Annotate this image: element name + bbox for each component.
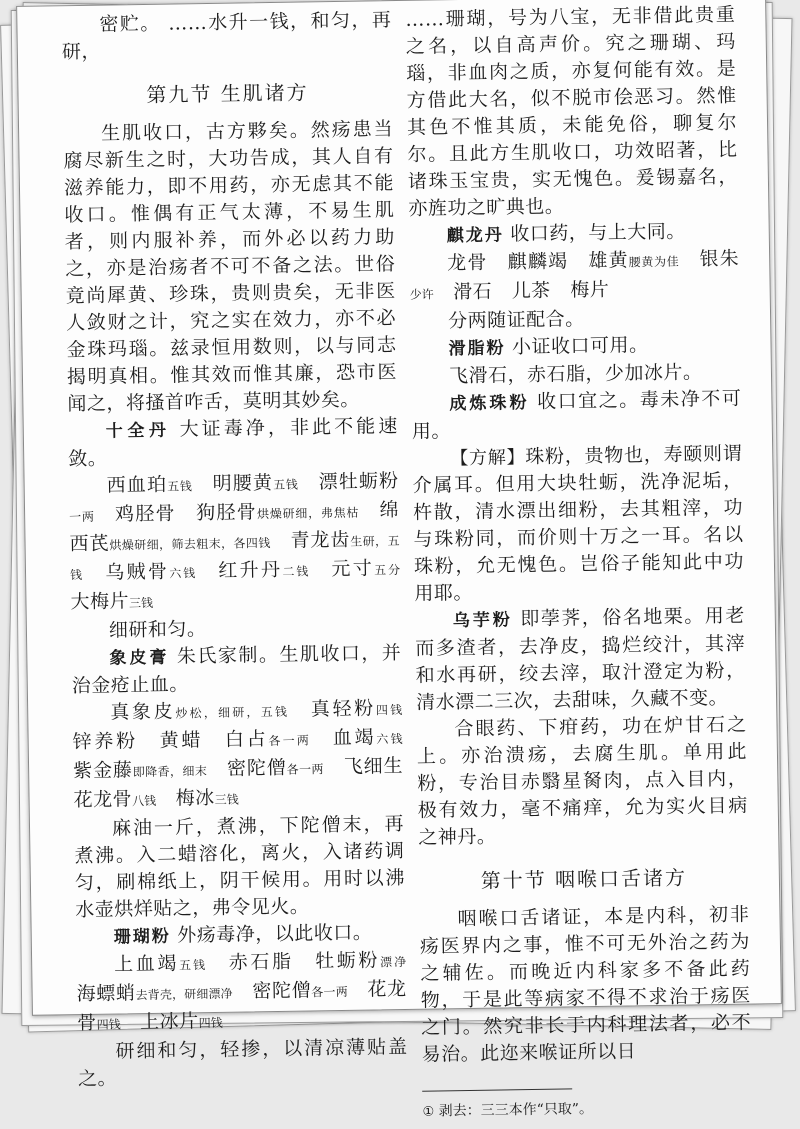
formula-desc: 即荸荠，俗名地栗。用老而多渣者，去净皮，捣烂绞汁，其滓和水再研，绞去滓，取汁澄定为粉，清水漂二三次，去甜味，久藏不变。 (415, 604, 746, 714)
top-paragraph: ……珊瑚，号为八宝，无非借此贵重之名，以自高声价。究之珊瑚、玛瑙，非血肉之质，亦复何能有效。是方借此大名，似不脱市侩恶习。然惟其色不惟其质，未能免俗，聊复尔尔。且此方生肌收口，功效昭著，比诸珠玉宝贵，实无愧色。爰锡嘉名，亦旌功之旷典也。 (405, 3, 739, 220)
ingredient-dose: 五钱 (178, 958, 208, 973)
formula-ingredients (409, 246, 740, 309)
ingredient-name: 血竭 (332, 726, 377, 750)
ingredient-dose: 三钱 (128, 595, 154, 611)
formula-desc: 收口宜之。毒未净不可用。 (411, 387, 742, 443)
ingredient-name: 乌贼骨 (105, 560, 170, 584)
ingredient-name: 梅片 (570, 278, 610, 302)
ingredient-dose: 烘燥研细，筛去粗末，各四钱 (109, 536, 271, 553)
ingredient-name: 密陀僧 (226, 756, 287, 780)
ingredient-dose: 各一两 (311, 984, 348, 1000)
ingredient-name: 牡蛎粉 (315, 949, 381, 973)
ingredient-name: 银朱 (699, 247, 740, 271)
ingredient-name: 真象皮 (110, 700, 176, 724)
ingredient-dose: 各一两 (286, 762, 325, 777)
formula-name: 滑脂粉 (448, 338, 506, 360)
ingredient-name: 青龙齿 (290, 528, 351, 552)
ingredient-dose: 即降香，细末 (132, 764, 208, 780)
ingredient-dose: 二钱 (282, 564, 311, 579)
ingredient-name: 绵西芪 (69, 499, 400, 556)
formula-zhenzhu (411, 386, 742, 446)
ingredient-name: 西血珀 (106, 473, 168, 497)
ingredient-name: 锌养粉 (72, 730, 139, 754)
ingredient-name: 漂牡蛎粉 (318, 470, 399, 494)
ingredient-dose: 漂净 (379, 954, 407, 970)
ingredient-dose: 腰黄为佳 (628, 254, 680, 270)
ingredient-name: 白占 (224, 728, 269, 751)
section-10-intro: 咽喉口舌诸证，本是内科，初非疡医界内之事，惟不可无外治之药为之辅佐。而晚近内科家多不备此药物，于是此等病家不得不求治于疡医之门。然究非长于内科理法者，必不易治。此迩来喉证所以日 (419, 903, 752, 1066)
ingredient-name: 鸡胫骨 (114, 502, 177, 526)
formula-method: 分两随证配合。 (447, 308, 585, 333)
ingredient-name: 真轻粉 (310, 697, 377, 721)
ingredient-dose: 六钱 (169, 566, 198, 581)
ingredient-name: 黄蜡 (159, 729, 204, 752)
formula-method: 研细和匀，轻掺，以清凉薄贴盖之。 (77, 1035, 408, 1091)
ingredient-name: 滑石 (453, 280, 493, 304)
formula-xiangpi (71, 640, 402, 700)
right-column (405, 2, 752, 1123)
ingredient-dose: 各一两 (268, 733, 312, 749)
formula-desc: 小证收口可用。 (511, 334, 649, 359)
footnote (422, 1097, 752, 1123)
section-9-title: 第九节 生肌诸方 (146, 80, 309, 107)
formula-ingredients (68, 468, 400, 618)
ingredient-name: 密陀僧 (252, 979, 312, 1003)
ingredient-dose: 四钱 (198, 1015, 223, 1031)
formula-name: 十全丹 (105, 420, 171, 442)
ingredient-dose: 四钱 (96, 1017, 121, 1032)
formula-name: 成炼珠粉 (449, 392, 530, 415)
ingredient-name: 海螵蛸 (76, 982, 136, 1006)
section-10-title: 第十节 咽喉口舌诸方 (480, 865, 688, 893)
section-9-intro: 生肌收口，古方夥矣。然疡患当腐尽新生之时，大功告成，其人自有滋养能力，即不用药，亦无虑其不能收口。惟偶有正气太薄，不易生肌者，则内服补养，而外必以药力助之，亦是治疡者不可不备之法。世俗竟尚犀黄、珍珠，贵则贵矣，无非医人敛财之计，究之实在效力，亦不必金珠玛瑙。兹录恒用数则，以与同志揭明真相。惟其效而惟其廉，恐市医闻之，将搔首咋舌，莫明其妙矣。 (63, 118, 398, 416)
ingredient-name: 大梅片 (70, 590, 130, 614)
ingredient-name: 上血竭 (114, 952, 180, 976)
top-fragment: 密贮。 ……水升一钱，和匀，再研， (61, 9, 392, 64)
formula-desc: 外疡毒净，以此收口。 (177, 921, 373, 947)
ingredient-dose: 四钱 (375, 702, 403, 718)
ingredient-name: 梅冰 (175, 786, 215, 810)
ingredient-name: 龙骨 (447, 251, 488, 275)
formula-method: 飞滑石，赤石脂，少加冰片。 (448, 361, 703, 388)
ingredient-dose: 六钱 (376, 731, 403, 747)
formula-desc: 大证毒净，非此不能速敛。 (68, 415, 398, 471)
ingredient-name: 红升丹 (218, 558, 283, 582)
ingredient-dose: 一两 (69, 509, 95, 525)
formula-ingredients (76, 947, 407, 1039)
ingredient-name: 儿茶 (511, 279, 551, 303)
footnote-marker: ① (422, 1104, 435, 1120)
formula-desc: 朱氏家制。生肌收口，并治金疮止血。 (71, 641, 402, 698)
ingredient-dose: 三钱 (214, 792, 239, 807)
fangjie-text: 珠粉，贵物也，寿颐则谓介属耳。但用大块牡蛎，洗净泥垢，杵散，清水漂出细粉，去其粗滓，功与珠粉同，而价则十万之一耳。名以珠粉，允无愧色。岂俗子能知此中功用耶。 (412, 442, 745, 605)
ingredient-dose: 炒松，细研，五钱 (175, 704, 290, 721)
formula-name: 麒龙丹 (446, 225, 504, 247)
formula-usage: 合眼药、下疳药，功在炉甘石之上。亦治溃疡，去腐生肌。单用此粉，专治目赤翳星胬肉，点入目内，极有效力，毫不痛痒，允为实火目病之神丹。 (416, 713, 748, 849)
fangjie-paragraph (412, 441, 745, 608)
formula-name: 象皮膏 (109, 647, 170, 669)
ingredient-dose: 少许 (409, 287, 434, 302)
ingredient-dose: 五分 (374, 562, 401, 578)
ingredient-dose: 烘燥研细，弗焦枯 (256, 505, 360, 522)
formula-desc: 收口药，与上大同。 (510, 220, 686, 246)
ingredient-name: 狗胫骨 (195, 501, 258, 525)
ingredient-name: 上冰片 (139, 1010, 199, 1034)
footnote-text: 剥去：三三本作“只取”。 (438, 1101, 594, 1120)
ingredient-dose: 去背壳，研细漂净 (135, 986, 233, 1003)
formula-method: 麻油一斤，煮沸，下陀僧末，再煮沸。入二蜡溶化，离火，入诸药调匀，刷棉纸上，阴干候用。用时以沸水壶烘烊贴之，弗令见火。 (74, 812, 406, 922)
formula-ingredients (72, 695, 404, 816)
formula-name: 乌芋粉 (452, 610, 513, 632)
formula-shiquan (68, 413, 399, 473)
ingredient-name: 赤石脂 (228, 950, 294, 974)
ingredient-dose: 五钱 (273, 477, 299, 492)
formula-wuyu (415, 603, 747, 717)
ingredient-name: 雄黄 (588, 249, 629, 272)
ingredient-name: 明腰黄 (212, 471, 274, 495)
ingredient-name: 花龙骨 (76, 977, 407, 1035)
fangjie-label: 【方解】 (450, 447, 526, 470)
formula-method: 细研和匀。 (108, 618, 207, 642)
ingredient-name: 麒麟竭 (507, 250, 569, 274)
ingredient-name: 飞细生花龙骨 (73, 754, 404, 812)
ingredient-name: 元寸 (331, 557, 375, 581)
ingredient-dose: 八钱 (132, 793, 157, 809)
ingredient-dose: 五钱 (167, 479, 193, 494)
footnote-divider (422, 1088, 572, 1091)
book-page (16, 0, 782, 1120)
left-column (61, 7, 408, 1093)
formula-name: 珊瑚粉 (113, 926, 171, 948)
ingredient-dose: 生研，五钱 (69, 533, 400, 583)
ingredient-name: 紫金藤 (72, 759, 133, 783)
